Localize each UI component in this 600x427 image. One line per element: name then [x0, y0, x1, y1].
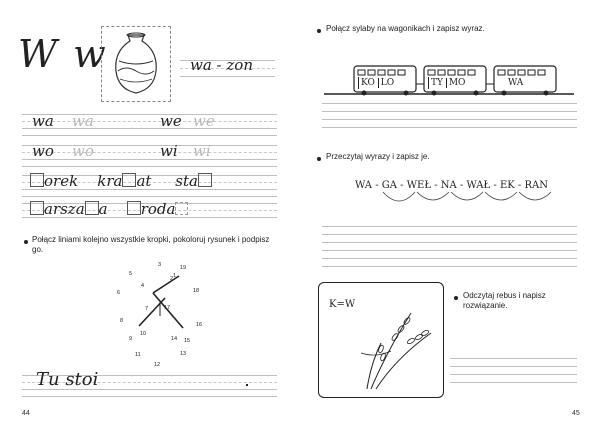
row2-b-ghost: wi	[193, 142, 211, 160]
dot-label: 19	[180, 265, 187, 271]
row1-b-ghost: we	[193, 112, 215, 130]
blank-box[interactable]	[30, 201, 44, 215]
train-instruction: Połącz sylaby na wagonikach i zapisz wyraz.	[326, 24, 485, 33]
dot-label: 6	[117, 290, 121, 296]
dot-label: 16	[196, 322, 203, 328]
wagon-2	[428, 77, 465, 89]
rebus-label: K=W	[329, 299, 356, 310]
caption-period	[246, 384, 248, 386]
syllable: EK	[499, 180, 515, 191]
row2-b: wi	[160, 142, 178, 160]
row1-a-ghost: wa	[72, 112, 94, 130]
bullet-icon	[317, 157, 321, 161]
blank-box[interactable]	[122, 173, 136, 187]
dot-label: 11	[135, 352, 141, 358]
dot-label: 14	[171, 336, 178, 342]
dot-label: 10	[140, 331, 147, 337]
word-part: orek	[44, 172, 79, 190]
blank-box[interactable]	[127, 201, 141, 215]
dot-label: 5	[129, 271, 133, 277]
vase-word: wa - zon	[190, 56, 253, 74]
syllable: WAŁ	[466, 180, 491, 191]
dot-label: 1	[173, 273, 177, 279]
syllable: TY	[431, 78, 443, 88]
blank-box[interactable]	[30, 173, 44, 187]
word-part: at	[136, 172, 152, 190]
syllable: GA	[381, 180, 397, 191]
right-page	[300, 0, 600, 427]
dot-label: 9	[129, 336, 133, 342]
row1-b: we	[160, 112, 182, 130]
rebus-instruction: Odczytaj rebus i napisz rozwiązanie.	[463, 291, 546, 310]
syllable: KO	[361, 78, 375, 88]
blank-box[interactable]	[175, 202, 188, 215]
syllable: LO	[378, 78, 394, 88]
syllable: WA	[508, 78, 524, 88]
syllable: NA	[440, 180, 457, 191]
read-instruction: Przeczytaj wyrazy i zapisz je.	[326, 152, 430, 161]
train-illustration	[324, 48, 574, 100]
page-number: 45	[572, 410, 580, 417]
bullet-icon	[317, 29, 321, 33]
connect-dots-drawing	[105, 258, 215, 368]
dot-label: 8	[120, 318, 124, 324]
wheat-icon	[331, 293, 441, 393]
dot-label: 12	[154, 362, 161, 368]
dot-label: 7	[145, 306, 149, 312]
dot-label: 2	[170, 276, 174, 282]
missing-line2	[30, 200, 188, 218]
big-letters: W w	[18, 32, 108, 76]
word-part: sta	[175, 172, 198, 190]
syllable-chain: WA - GA - WEŁ - NA - WAŁ - EK - RAN	[355, 180, 548, 191]
missing-line1	[30, 172, 212, 190]
syllable: WEŁ	[406, 180, 432, 191]
word-part: roda	[140, 200, 176, 218]
word-part: arsza	[44, 200, 85, 218]
rebus-box	[318, 282, 444, 398]
syllable: MO	[446, 78, 466, 88]
syllable: WA	[355, 180, 373, 191]
vase-picture	[101, 26, 171, 102]
dot-label: 17	[164, 305, 171, 311]
page-number: 44	[22, 410, 30, 417]
word-part: a	[98, 200, 108, 218]
dots-instruction: Połącz liniami kolejno wszystkie kropki, pokoloruj rysunek i podpisz go.	[32, 235, 270, 254]
bullet-icon	[24, 240, 28, 244]
row1-a: wa	[32, 112, 54, 130]
dot-label: 4	[141, 283, 145, 289]
wagon-3	[508, 77, 523, 89]
word-part: kra	[97, 172, 123, 190]
wagon-1	[358, 77, 394, 89]
dot-label: 3	[158, 262, 162, 268]
row2-a-ghost: wo	[72, 142, 94, 160]
dot-label: 18	[193, 288, 200, 294]
blank-box[interactable]	[85, 201, 99, 215]
syllable: RAN	[524, 180, 548, 191]
blank-box[interactable]	[198, 173, 212, 187]
dot-label: 15	[184, 338, 191, 344]
bullet-icon	[454, 296, 458, 300]
vase-icon	[102, 27, 170, 101]
row2-a: wo	[32, 142, 54, 160]
dot-label: 13	[180, 351, 187, 357]
caption-start: Tu stoi	[36, 369, 99, 390]
